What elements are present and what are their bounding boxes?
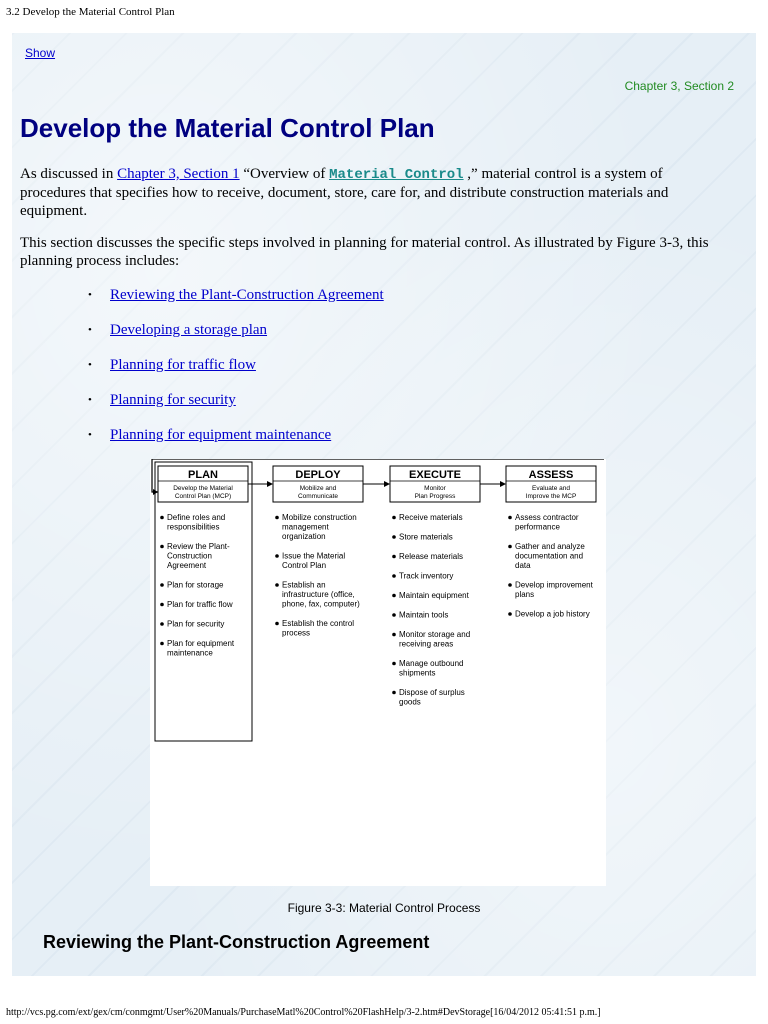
item-bullet [392,574,396,578]
activity-text: Track inventory [399,571,454,581]
material-control-term-link[interactable] [329,166,463,182]
item-bullet [392,633,396,637]
activity-text: Construction [167,551,212,561]
phase-title: EXECUTE [409,469,461,481]
item-bullet [160,642,164,646]
phase-subtitle: Evaluate and [532,485,570,492]
item-bullet [160,583,164,587]
step-link-storage-plan[interactable]: Developing a storage plan [110,322,268,338]
phase-subtitle: Mobilize and [299,485,337,492]
chapter-3-section-1-link[interactable]: Chapter 3, Section 1 [117,166,240,182]
process-diagram [150,459,606,886]
bullet-icon: • [88,429,92,441]
section-heading: Reviewing the Plant-Construction Agreement [43,932,430,952]
show-link[interactable]: Show [25,46,56,60]
bullet-icon: • [88,289,92,301]
phase-subtitle: Plan Progress [414,493,456,500]
intro-paragraph [20,165,720,220]
step-link-security[interactable]: Planning for security [110,392,236,408]
item-bullet [275,516,279,520]
activity-text: shipments [399,668,436,678]
bullet-icon: • [88,324,92,336]
activity-text: Manage outbound [399,659,464,668]
item-bullet [392,613,396,617]
intro-suffix: ,” material control is a system of procedures that specifies how to receive, document, store, care for, and distribute construction materials and equipment. [20,166,669,219]
phase-subtitle: Control Plan (MCP) [174,493,232,500]
activity-text: Maintain equipment [399,591,469,600]
activity-text: Assess contractor [515,513,579,522]
activity-text: maintenance [167,648,213,658]
item-bullet [392,594,396,598]
list-item [88,391,384,426]
item-bullet [392,535,396,539]
activity-text: Plan for security [167,619,225,629]
activity-text: process [282,628,311,638]
item-bullet [160,545,164,549]
activity-text: plans [515,590,535,599]
activity-text: Plan for storage [167,580,224,590]
activity-text: Monitor storage and [399,630,471,639]
phase-subtitle: Develop the Material [173,485,233,492]
intro-prefix: As discussed in [20,166,118,182]
activity-text: infrastructure (office, [282,590,355,599]
activity-text: Gather and analyze [515,542,585,551]
activity-text: Control Plan [282,561,327,570]
phase-title: DEPLOY [295,469,341,481]
print-header: 3.2 Develop the Material Control Plan [6,6,175,18]
activity-text: performance [515,522,560,532]
phase-title: ASSESS [528,469,574,481]
activity-text: Receive materials [399,513,463,522]
section-paragraph: This section discusses the specific steps involved in planning for material control. As illustrated by Figure 3-3, this planning process includes: [20,235,709,269]
item-bullet [508,516,512,520]
activity-text: Release materials [399,552,464,561]
phase-subtitle: Communicate [297,493,339,500]
item-bullet [392,516,396,520]
list-item [88,356,384,391]
activity-text: Develop a job history [515,609,590,619]
activity-text: responsibilities [167,522,220,532]
item-bullet [160,516,164,520]
activity-text: organization [282,532,326,541]
activity-text: Store materials [399,532,453,542]
activity-text: receiving areas [399,639,454,649]
activity-text: goods [399,697,421,707]
item-bullet [275,622,279,626]
phase-subtitle: Improve the MCP [525,493,577,500]
activity-text: Mobilize construction [282,513,357,522]
page-title: Develop the Material Control Plan [20,113,435,143]
phase-subtitle: Monitor [424,485,446,492]
item-bullet [508,583,512,587]
bullet-icon: • [88,359,92,371]
planning-steps-list [88,286,384,461]
activity-text: Plan for equipment [167,639,235,648]
item-bullet [392,555,396,559]
list-item [88,321,384,356]
chapter-reference: Chapter 3, Section 2 [624,79,734,93]
activity-text: management [282,522,329,532]
activity-text: Agreement [167,561,207,570]
flow-arrowhead [384,481,390,487]
item-bullet [275,583,279,587]
help-content-panel [12,33,756,976]
activity-text: data [515,561,531,570]
item-bullet [508,612,512,616]
activity-text: Dispose of surplus [399,688,465,697]
item-bullet [392,662,396,666]
activity-text: Maintain tools [399,610,449,620]
item-bullet [275,554,279,558]
step-link-equipment-maintenance[interactable]: Planning for equipment maintenance [110,427,332,443]
activity-text: Develop improvement [515,580,593,590]
item-bullet [392,691,396,695]
activity-text: Establish the control [282,619,355,628]
item-bullet [508,545,512,549]
activity-text: Review the Plant- [167,542,230,551]
list-item [88,426,384,461]
step-link-traffic-flow[interactable]: Planning for traffic flow [110,357,256,373]
activity-text: Plan for traffic flow [167,600,233,609]
material-control-process-figure [150,459,606,886]
material-control-term: Material Control [329,167,464,183]
activity-text: phone, fax, computer) [282,599,360,609]
item-bullet [160,603,164,607]
flow-arrowhead [500,481,506,487]
phase-title: PLAN [188,469,218,481]
activity-text: Define roles and [167,513,226,522]
flow-arrowhead [267,481,273,487]
activity-text: documentation and [515,551,584,561]
intro-quote-open: “Overview of [239,166,330,182]
activity-text: Issue the Material [282,551,346,561]
print-footer: http://vcs.pg.com/ext/gex/cm/conmgmt/User%20Manuals/PurchaseMatl%20Control%20FlashHelp/3-2.htm#DevStorage[16/04/2012 05:41:51 p.m.] [6,1007,601,1018]
list-item [88,286,384,321]
activity-text: Establish an [282,580,326,590]
step-link-plant-construction-agreement[interactable]: Reviewing the Plant-Construction Agreement [110,287,384,303]
item-bullet [160,622,164,626]
bullet-icon: • [88,394,92,406]
figure-caption: Figure 3-3: Material Control Process [287,901,481,915]
